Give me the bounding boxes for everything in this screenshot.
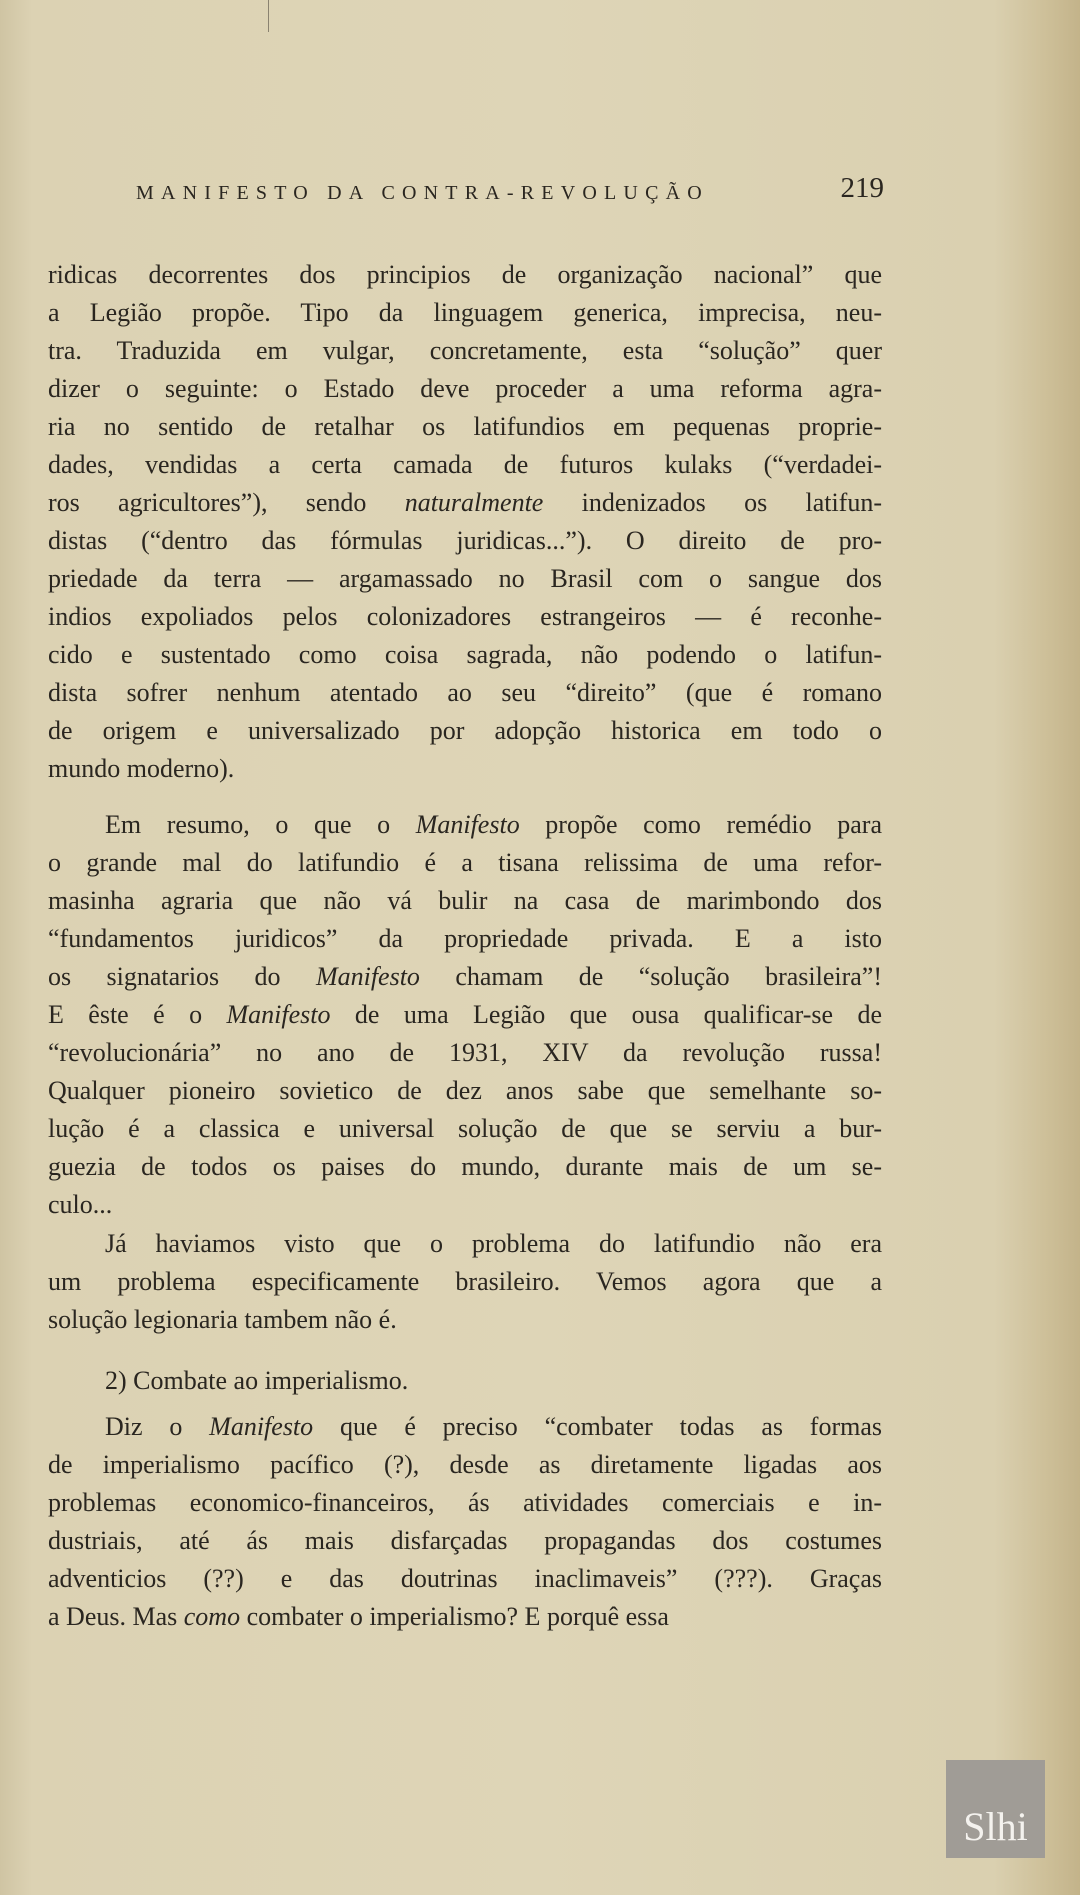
text-line (48, 1225, 882, 1263)
text-line (48, 1484, 882, 1522)
text-segment: distas (“dentro das fórmulas juridicas...”). O direito de pro- (48, 526, 882, 555)
text-line (48, 446, 882, 484)
text-segment: Diz o (105, 1412, 210, 1441)
italic-text: Manifesto (415, 810, 520, 839)
text-segment: Qualquer pioneiro sovietico de dez anos sabe que semelhante so- (48, 1076, 882, 1105)
text-line (48, 1446, 882, 1484)
text-segment: tra. Traduzida em vulgar, concretamente, esta “solução” quer (48, 336, 882, 365)
text-line (48, 256, 882, 294)
paragraph (48, 1225, 882, 1339)
text-line (48, 958, 882, 996)
text-segment: “revolucionária” no ano de 1931, XIV da revolução russa! (48, 1038, 882, 1067)
text-segment: problemas economico-financeiros, ás atividades comerciais e in- (48, 1488, 882, 1517)
text-segment: o grande mal do latifundio é a tisana relissima de uma refor- (48, 848, 882, 877)
text-line (48, 996, 882, 1034)
text-line (48, 636, 882, 674)
text-line (48, 1362, 882, 1400)
text-line (48, 294, 882, 332)
text-line (48, 674, 882, 712)
text-line (48, 750, 882, 788)
text-segment: cido e sustentado como coisa sagrada, não podendo o latifun- (48, 640, 882, 669)
text-segment: “fundamentos juridicos” da propriedade privada. E a isto (48, 924, 882, 953)
italic-text: Manifesto (315, 962, 420, 991)
text-segment: um problema especificamente brasileiro. Vemos agora que a (48, 1267, 882, 1296)
running-head (136, 172, 884, 212)
text-segment: indios expoliados pelos colonizadores estrangeiros — é reconhe- (48, 602, 882, 631)
text-segment: de uma Legião que ousa qualificar-se de (330, 1000, 883, 1029)
text-line (48, 1522, 882, 1560)
text-line (48, 1598, 882, 1636)
text-segment: E êste é o (48, 1000, 227, 1029)
text-segment: de imperialismo pacífico (?), desde as diretamente ligadas aos (48, 1450, 882, 1479)
text-segment: adventicios (??) e das doutrinas inaclimaveis” (???). Graças (48, 1564, 882, 1593)
text-segment: solução legionaria tambem não é. (48, 1305, 397, 1334)
text-segment: masinha agraria que não vá bulir na casa de marimbondo dos (48, 886, 882, 915)
text-line (48, 1110, 882, 1148)
text-line (48, 598, 882, 636)
text-segment: dista sofrer nenhum atentado ao seu “direito” (que é romano (48, 678, 882, 707)
text-segment: chamam de “solução brasileira”! (419, 962, 882, 991)
text-segment: ridicas decorrentes dos principios de organização nacional” que (48, 260, 882, 289)
text-line (48, 408, 882, 446)
text-line (48, 560, 882, 598)
text-line (48, 1408, 882, 1446)
text-segment: a Deus. Mas (48, 1602, 184, 1631)
italic-text: como (183, 1602, 241, 1631)
text-segment: dizer o seguinte: o Estado deve proceder a uma reforma agra- (48, 374, 882, 403)
text-segment: dustriais, até ás mais disfarçadas propagandas dos costumes (48, 1526, 882, 1555)
scan-mark (268, 0, 269, 32)
text-line (48, 484, 882, 522)
paragraph (48, 806, 882, 1224)
text-segment: lução é a classica e universal solução de que se serviu a bur- (48, 1114, 882, 1143)
text-segment: a Legião propõe. Tipo da linguagem generica, imprecisa, neu- (48, 298, 882, 327)
paragraph (48, 256, 882, 788)
italic-text: Manifesto (226, 1000, 331, 1029)
text-segment: combater o imperialismo? E porquê essa (240, 1602, 669, 1631)
paragraph (48, 1408, 882, 1636)
text-line (48, 370, 882, 408)
text-segment: culo... (48, 1190, 113, 1219)
text-line (48, 882, 882, 920)
text-line (48, 1072, 882, 1110)
text-segment: que é preciso “combater todas as formas (313, 1412, 882, 1441)
text-segment: indenizados os latifun- (543, 488, 882, 517)
text-segment: dades, vendidas a certa camada de futuros kulaks (“verdadei- (48, 450, 882, 479)
text-segment: os signatarios do (48, 962, 316, 991)
text-line (48, 1034, 882, 1072)
text-line (48, 1301, 882, 1339)
italic-text: naturalmente (404, 488, 544, 517)
text-segment: guezia de todos os paises do mundo, durante mais de um se- (48, 1152, 882, 1181)
text-segment: propõe como remédio para (519, 810, 882, 839)
text-segment: Já haviamos visto que o problema do latifundio não era (105, 1229, 882, 1258)
text-segment: ria no sentido de retalhar os latifundios em pequenas proprie- (48, 412, 882, 441)
library-logo (946, 1760, 1045, 1858)
running-title: MANIFESTO DA CONTRA-REVOLUÇÃO (136, 182, 709, 204)
text-line (48, 332, 882, 370)
text-line (48, 1560, 882, 1598)
text-segment: de origem e universalizado por adopção historica em todo o (48, 716, 882, 745)
logo-text: Slhi (963, 1804, 1028, 1849)
section-heading (48, 1362, 882, 1400)
page-number: 219 (840, 172, 884, 204)
text-line (48, 1263, 882, 1301)
text-line (48, 1148, 882, 1186)
text-line (48, 712, 882, 750)
text-line (48, 806, 882, 844)
text-line (48, 522, 882, 560)
text-segment: Em resumo, o que o (105, 810, 416, 839)
text-line (48, 844, 882, 882)
text-line (48, 1186, 882, 1224)
text-line (48, 920, 882, 958)
text-segment: 2) Combate ao imperialismo. (105, 1366, 409, 1395)
italic-text: Manifesto (209, 1412, 314, 1441)
text-segment: mundo moderno). (48, 754, 235, 783)
text-segment: ros agricultores”), sendo (48, 488, 405, 517)
text-segment: priedade da terra — argamassado no Brasil com o sangue dos (48, 564, 882, 593)
